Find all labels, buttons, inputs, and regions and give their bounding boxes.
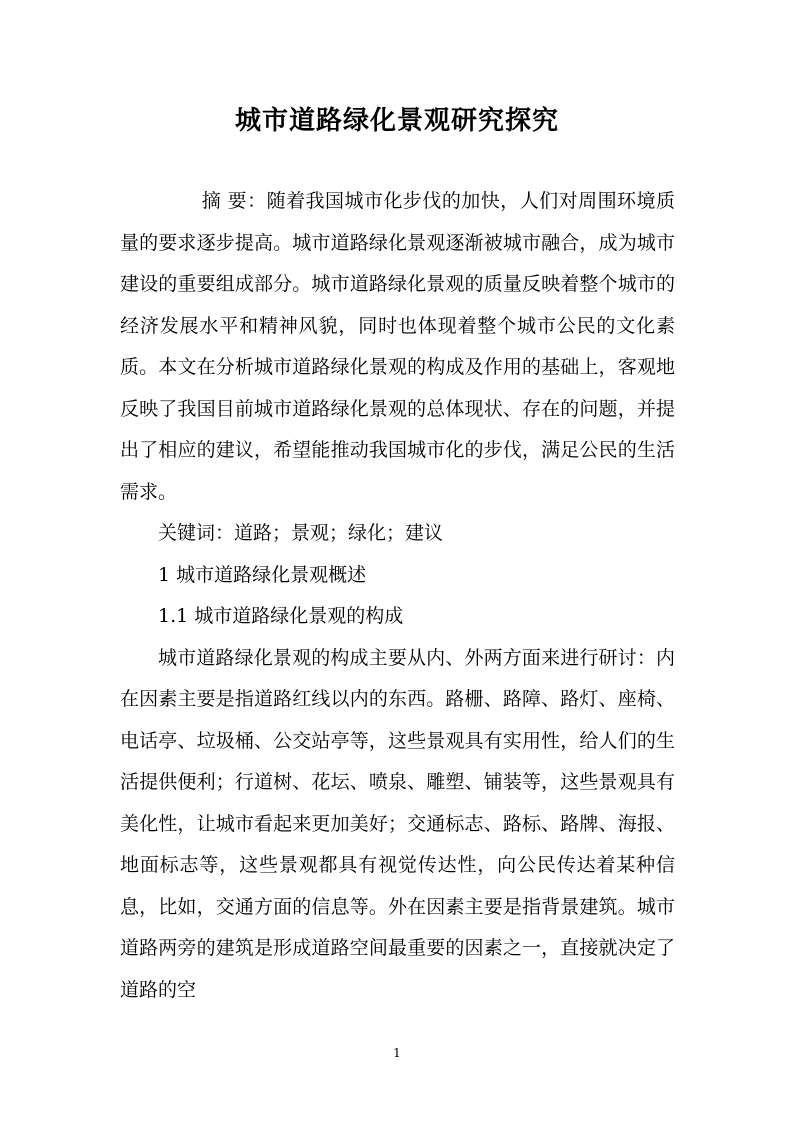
keywords-line: 关键词：道路；景观；绿化；建议 <box>158 522 444 544</box>
section-heading-1-1: 1.1 城市道路绿化景观的构成 <box>158 605 404 627</box>
abstract-paragraph: 摘 要：随着我国城市化步伐的加快，人们对周围环境质量的要求逐步提高。城市道路绿化景观逐渐被城市融合，成为城市建设的重要组成部分。城市道路绿化景观的质量反映着整个城市的经济发展水平和精神风貌，同时也体现着整个城市公民的文化素质。本文在分析城市道路绿化景观的构成及作用的基础上，客观地反映了我国目前城市道路绿化景观的总体现状、存在的问题，并提出了相应的建议，希望能推动我国城市化的步伐，满足公民的生活需求。 <box>120 190 675 503</box>
page-number: 1 <box>393 1046 401 1060</box>
section-heading-1: 1 城市道路绿化景观概述 <box>158 563 367 586</box>
body-paragraph: 城市道路绿化景观的构成主要从内、外两方面来进行研讨：内在因素主要是指道路红线以内的东西。路栅、路障、路灯、座椅、电话亭、垃圾桶、公交站亭等，这些景观具有实用性，给人们的生活提供便利；行道树、花坛、喷泉、雕塑、铺装等，这些景观具有美化性，让城市看起来更加美好；交通标志、路标、路牌、海报、地面标志等，这些景观都具有视觉传达性，向公民传达着某种信息，比如，交通方面的信息等。外在因素主要是指背景建筑。城市道路两旁的建筑是形成道路空间最重要的因素之一，直接就决定了道路的空 <box>120 646 675 1001</box>
document-body <box>120 181 675 1011</box>
document-title: 城市道路绿化景观研究探究 <box>234 106 559 136</box>
